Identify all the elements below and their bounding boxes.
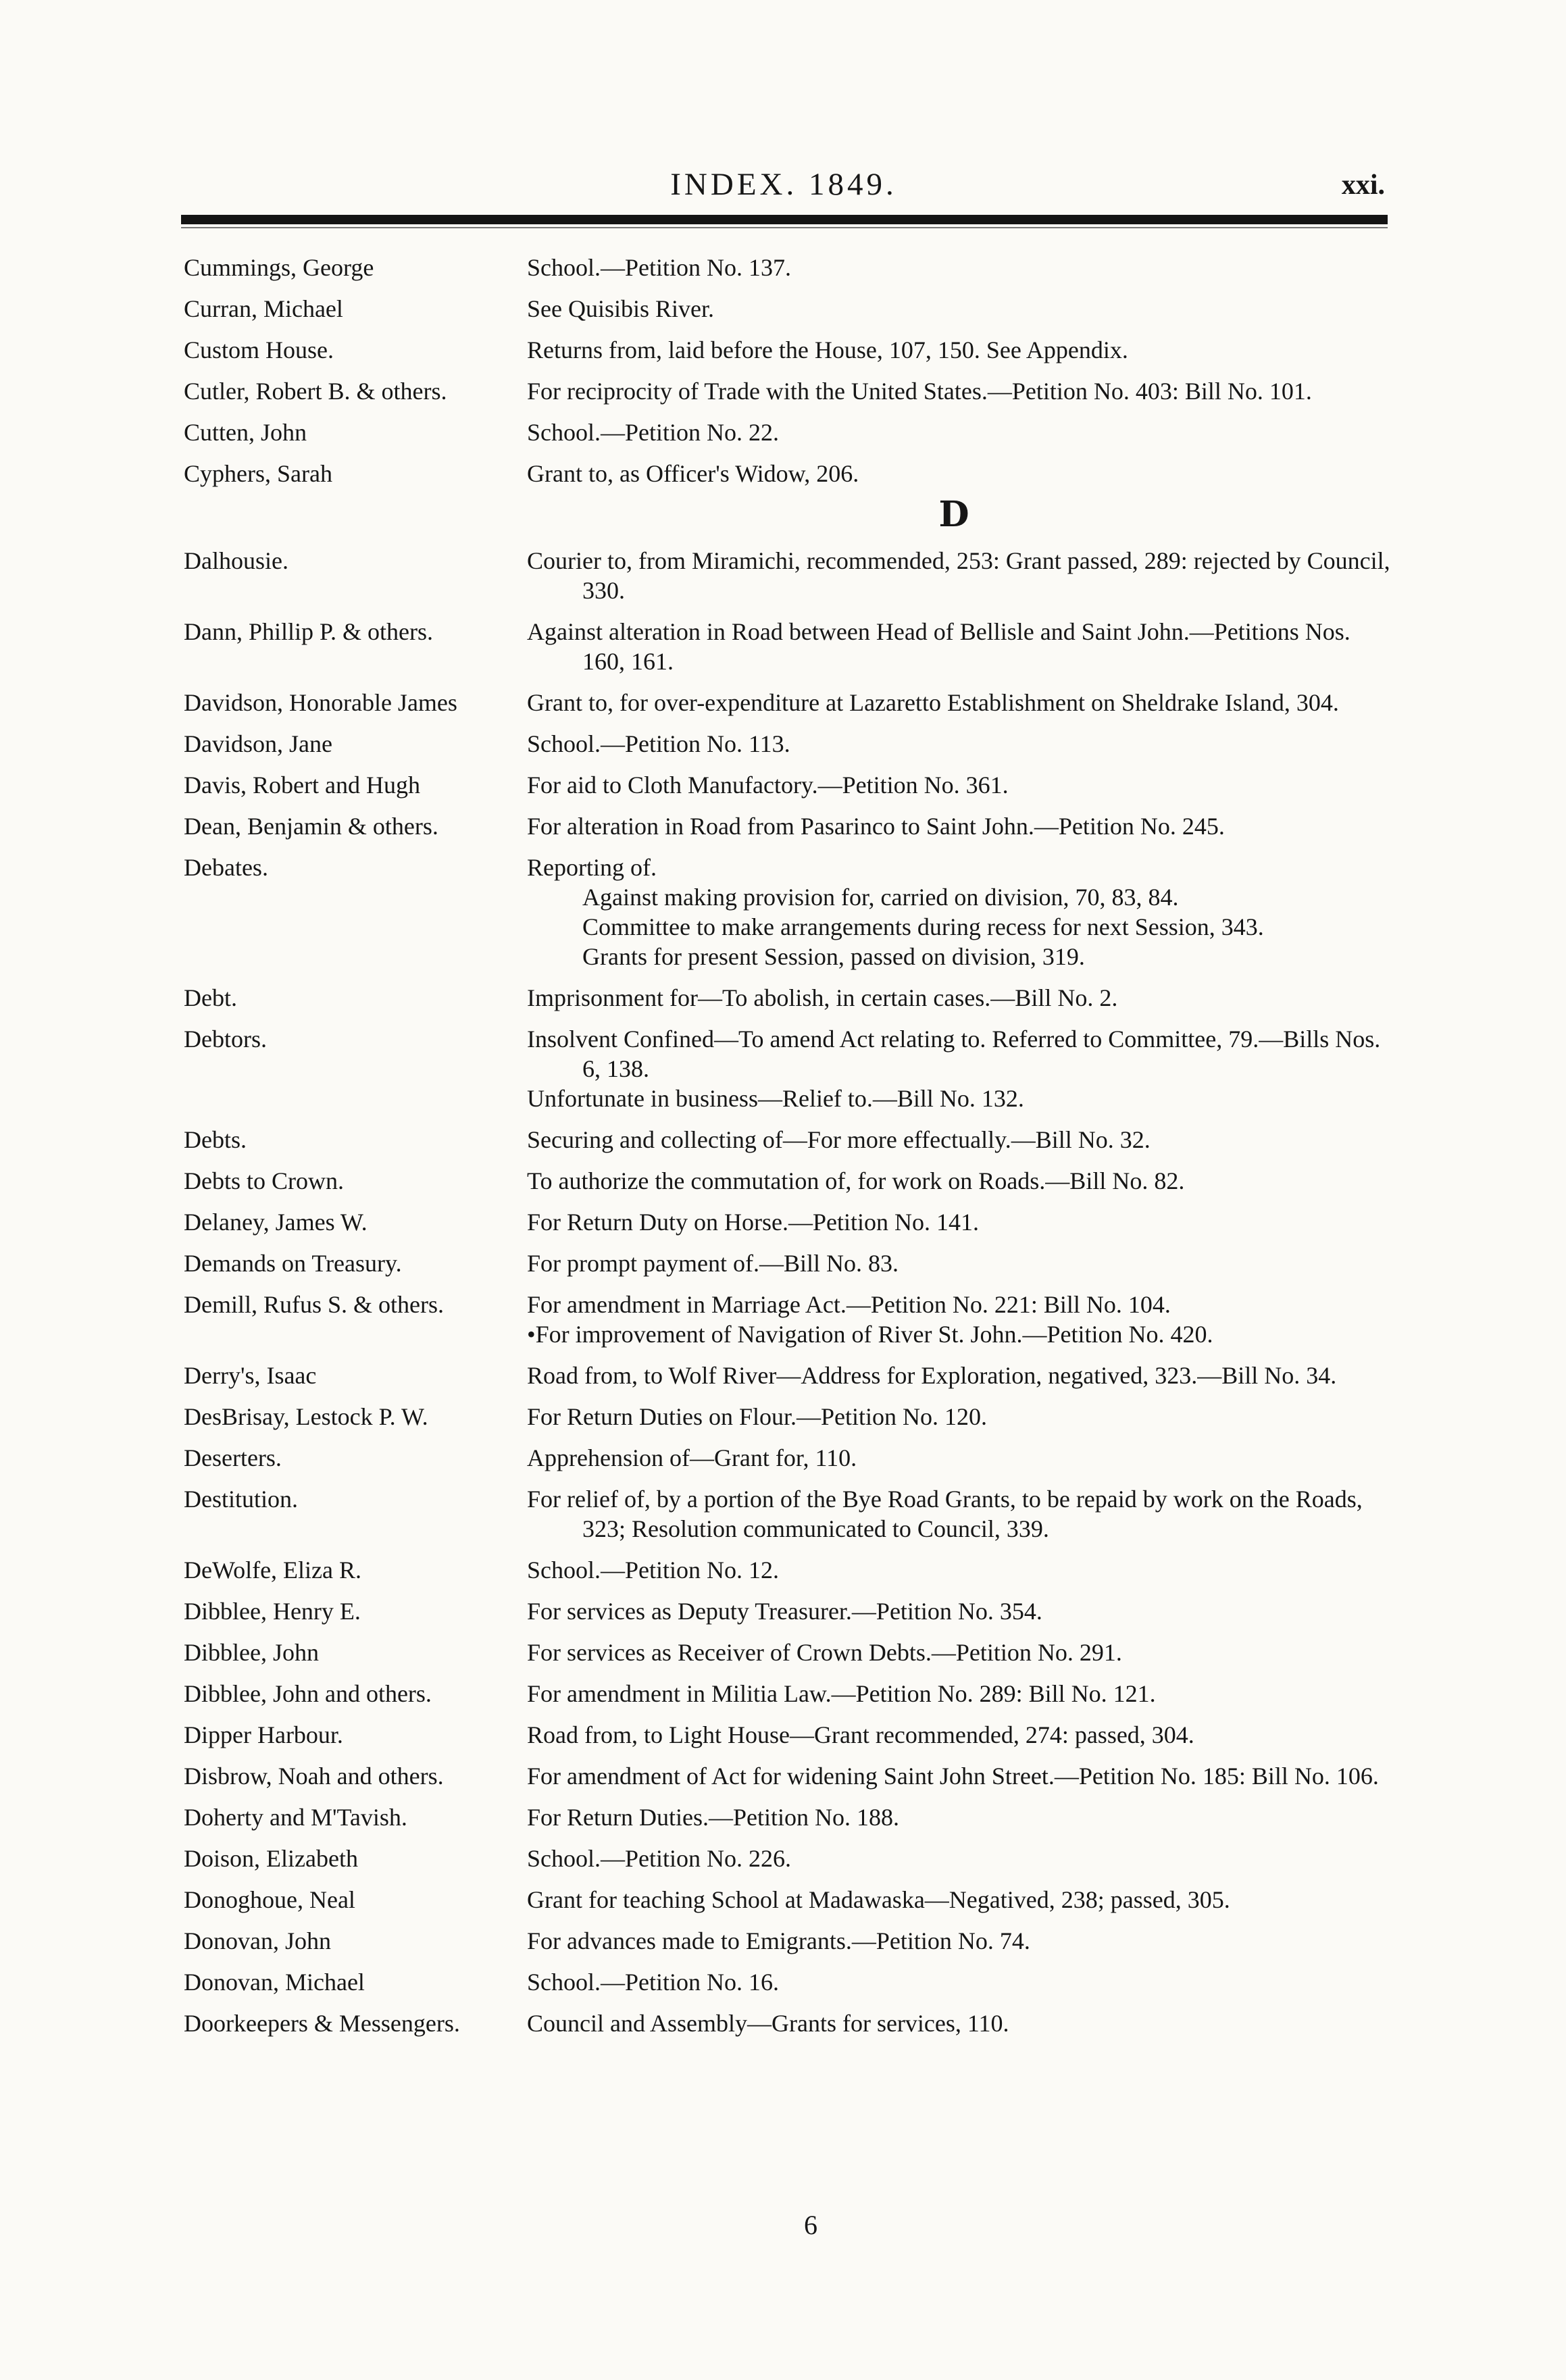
entry-description: [527, 1720, 1393, 1750]
index-entry: [184, 253, 1393, 282]
entry-term: Davis, Robert and Hugh: [184, 771, 420, 799]
index-entry: [184, 1761, 1393, 1791]
index-entry: [184, 335, 1393, 365]
entry-term: Doherty and M'Tavish.: [184, 1804, 407, 1831]
entry-line: For Return Duties on Flour.—Petition No. 120.: [527, 1403, 988, 1430]
entry-line: School.—Petition No. 226.: [527, 1845, 792, 1872]
index-entry: [184, 1125, 1393, 1155]
entry-line: School.—Petition No. 12.: [527, 1556, 780, 1584]
section-letter: D: [938, 494, 969, 535]
entry-term: Dann, Phillip P. & others.: [184, 618, 434, 645]
entry-line: For advances made to Emigrants.—Petition No. 74.: [527, 1927, 1030, 1954]
entry-description: [527, 729, 1393, 759]
entry-description: [527, 1761, 1393, 1791]
index-entry: [184, 1967, 1393, 1997]
entry-description: [527, 294, 1393, 324]
index-entry: [184, 1926, 1393, 1956]
entry-term: Donovan, John: [184, 1927, 331, 1954]
entry-term: Dipper Harbour.: [184, 1721, 343, 1748]
entry-term: Cutten, John: [184, 419, 307, 446]
entry-description: [527, 1443, 1393, 1473]
entry-term: Cutler, Robert B. & others.: [184, 378, 447, 405]
entry-description: [527, 1596, 1393, 1626]
entry-line: Grant for teaching School at Madawaska—Negatived, 238; passed, 305.: [527, 1886, 1230, 1913]
entry-description: [527, 1290, 1393, 1349]
entry-line: Road from, to Light House—Grant recommended, 274: passed, 304.: [527, 1721, 1194, 1748]
entry-description: [527, 1926, 1393, 1956]
header-rule-thin: [181, 227, 1388, 228]
index-entry: [184, 811, 1393, 841]
index-entry: [184, 2008, 1393, 2038]
entry-description: [527, 1967, 1393, 1997]
entry-line: For amendment in Militia Law.—Petition No. 289: Bill No. 121.: [527, 1680, 1156, 1707]
index-entry: [184, 1885, 1393, 1915]
entry-line: For reciprocity of Trade with the United States.—Petition No. 403: Bill No. 101.: [527, 378, 1312, 405]
index-entry: [184, 853, 1393, 971]
entry-term: Delaney, James W.: [184, 1209, 368, 1236]
index-entry: [184, 1443, 1393, 1473]
entry-line: Courier to, from Miramichi, recommended, 253: Grant passed, 289: rejected by Council, 330.: [527, 547, 1390, 604]
index-entry: [184, 1248, 1393, 1278]
entry-line: For alteration in Road from Pasarinco to Saint John.—Petition No. 245.: [527, 813, 1225, 840]
entry-term: Disbrow, Noah and others.: [184, 1763, 444, 1790]
entry-description: [527, 376, 1393, 406]
entry-description: [527, 1679, 1393, 1708]
entry-line: See Quisibis River.: [527, 295, 714, 322]
entry-description: [527, 617, 1393, 676]
entry-term: Dibblee, John and others.: [184, 1680, 432, 1707]
entry-description: [527, 2008, 1393, 2038]
entry-description: [527, 459, 1393, 488]
index-entry: [184, 729, 1393, 759]
index-entry: [184, 770, 1393, 800]
index-entry: [184, 417, 1393, 447]
entry-description: [527, 253, 1393, 282]
entry-description: [527, 811, 1393, 841]
entry-line: Insolvent Confined—To amend Act relating to. Referred to Committee, 79.—Bills Nos. 6, 138.: [527, 1026, 1381, 1082]
entry-term: Debt.: [184, 984, 237, 1011]
entry-description: [527, 1555, 1393, 1585]
entry-line: Unfortunate in business—Relief to.—Bill No. 132.: [527, 1085, 1024, 1112]
entry-term: Demands on Treasury.: [184, 1250, 402, 1277]
entry-description: [527, 1248, 1393, 1278]
index-entry: [184, 1290, 1393, 1349]
index-entry: [184, 1555, 1393, 1585]
index-entry: [184, 983, 1393, 1013]
entry-term: Cummings, George: [184, 254, 374, 281]
index-entry: [184, 1024, 1393, 1113]
entry-description: [527, 417, 1393, 447]
entry-term: Dibblee, John: [184, 1639, 319, 1666]
index-entry: [184, 1484, 1393, 1544]
entry-line: Returns from, laid before the House, 107, 150. See Appendix.: [527, 336, 1128, 363]
entry-term: DeWolfe, Eliza R.: [184, 1556, 362, 1584]
entry-line: Grant to, for over-expenditure at Lazaretto Establishment on Sheldrake Island, 304.: [527, 689, 1339, 716]
entry-line: School.—Petition No. 22.: [527, 419, 780, 446]
index-entry: [184, 1402, 1393, 1432]
entry-subline: Grants for present Session, passed on division, 319.: [582, 943, 1085, 970]
entry-line: Council and Assembly—Grants for services, 110.: [527, 2010, 1009, 2037]
entry-term: Debates.: [184, 854, 268, 881]
entry-description: [527, 1125, 1393, 1155]
entry-term: Davidson, Jane: [184, 730, 332, 757]
index-entry: [184, 1207, 1393, 1237]
entry-term: Destitution.: [184, 1486, 298, 1513]
entry-line: For amendment in Marriage Act.—Petition No. 221: Bill No. 104.: [527, 1291, 1171, 1318]
entry-description: [527, 1802, 1393, 1832]
page-title: INDEX. 1849.: [670, 167, 897, 202]
index-entry: [184, 1720, 1393, 1750]
entry-line: For aid to Cloth Manufactory.—Petition No. 361.: [527, 771, 1009, 799]
entry-line: School.—Petition No. 137.: [527, 254, 792, 281]
entry-line: For relief of, by a portion of the Bye Road Grants, to be repaid by work on the Roads, 323; Resolution communicated to Council, 339.: [527, 1486, 1363, 1542]
header-rule: [181, 215, 1388, 224]
folio-number: 6: [804, 2210, 817, 2240]
entry-description: [527, 1207, 1393, 1237]
entry-line: For services as Receiver of Crown Debts.—Petition No. 291.: [527, 1639, 1122, 1666]
entry-description: [527, 1166, 1393, 1196]
entry-term: Dalhousie.: [184, 547, 288, 574]
entry-line: For amendment of Act for widening Saint John Street.—Petition No. 185: Bill No. 106.: [527, 1763, 1379, 1790]
entry-description: [527, 688, 1393, 717]
entry-term: Doorkeepers & Messengers.: [184, 2010, 460, 2037]
entry-term: Debts to Crown.: [184, 1167, 344, 1194]
entry-description: [527, 853, 1393, 971]
index-entry: [184, 459, 1393, 488]
entry-term: Debts.: [184, 1126, 247, 1153]
entry-description: [527, 1484, 1393, 1544]
index-entry: [184, 688, 1393, 717]
index-entry: [184, 1679, 1393, 1708]
entry-term: DesBrisay, Lestock P. W.: [184, 1403, 428, 1430]
entry-line: Securing and collecting of—For more effectually.—Bill No. 32.: [527, 1126, 1151, 1153]
index-entry: [184, 1844, 1393, 1873]
entry-subline: Against making provision for, carried on division, 70, 83, 84.: [582, 884, 1179, 911]
entry-description: [527, 1844, 1393, 1873]
entry-term: Davidson, Honorable James: [184, 689, 457, 716]
entry-term: Demill, Rufus S. & others.: [184, 1291, 444, 1318]
entry-description: [527, 335, 1393, 365]
entry-line: Reporting of.: [527, 854, 657, 881]
entry-term: Custom House.: [184, 336, 334, 363]
entry-description: [527, 1402, 1393, 1432]
entry-term: Donovan, Michael: [184, 1969, 365, 1996]
entry-term: Dean, Benjamin & others.: [184, 813, 438, 840]
entry-subline: Committee to make arrangements during recess for next Session, 343.: [582, 913, 1264, 940]
entry-description: [527, 770, 1393, 800]
index-entry: [184, 1361, 1393, 1390]
page-header: [182, 166, 1385, 207]
entry-term: Derry's, Isaac: [184, 1362, 317, 1389]
entry-description: [527, 1638, 1393, 1667]
entry-line: For Return Duties.—Petition No. 188.: [527, 1804, 899, 1831]
index-entry: [184, 294, 1393, 324]
entry-line: For prompt payment of.—Bill No. 83.: [527, 1250, 899, 1277]
entry-description: [527, 983, 1393, 1013]
entry-line: Against alteration in Road between Head of Bellisle and Saint John.—Petitions Nos. 160, 161.: [527, 618, 1350, 675]
entry-term: Doison, Elizabeth: [184, 1845, 358, 1872]
entry-term: Donoghoue, Neal: [184, 1886, 355, 1913]
index-entry: [184, 1166, 1393, 1196]
entry-description: [527, 1361, 1393, 1390]
index-entry: [184, 1802, 1393, 1832]
entry-term: Curran, Michael: [184, 295, 343, 322]
index-entry: [184, 1596, 1393, 1626]
entry-line: •For improvement of Navigation of River St. John.—Petition No. 420.: [527, 1321, 1213, 1348]
entry-line: To authorize the commutation of, for work on Roads.—Bill No. 82.: [527, 1167, 1185, 1194]
entry-description: [527, 546, 1393, 605]
index-entry: [184, 376, 1393, 406]
entry-term: Deserters.: [184, 1444, 282, 1471]
entry-line: For Return Duty on Horse.—Petition No. 141.: [527, 1209, 979, 1236]
index-entry: [184, 546, 1393, 605]
entry-term: Debtors.: [184, 1026, 267, 1053]
index-entry: [184, 1638, 1393, 1667]
index-entry: [184, 617, 1393, 676]
entry-description: [527, 1885, 1393, 1915]
entry-line: Imprisonment for—To abolish, in certain cases.—Bill No. 2.: [527, 984, 1118, 1011]
index-entries: [184, 253, 1393, 2050]
page-number: xxi.: [1341, 170, 1385, 201]
entry-line: School.—Petition No. 16.: [527, 1969, 780, 1996]
entry-line: School.—Petition No. 113.: [527, 730, 790, 757]
entry-term: Cyphers, Sarah: [184, 460, 332, 487]
entry-description: [527, 1024, 1393, 1113]
entry-line: Road from, to Wolf River—Address for Exploration, negatived, 323.—Bill No. 34.: [527, 1362, 1337, 1389]
entry-line: Apprehension of—Grant for, 110.: [527, 1444, 857, 1471]
entry-line: For services as Deputy Treasurer.—Petition No. 354.: [527, 1598, 1042, 1625]
entry-line: Grant to, as Officer's Widow, 206.: [527, 460, 859, 487]
entry-term: Dibblee, Henry E.: [184, 1598, 361, 1625]
